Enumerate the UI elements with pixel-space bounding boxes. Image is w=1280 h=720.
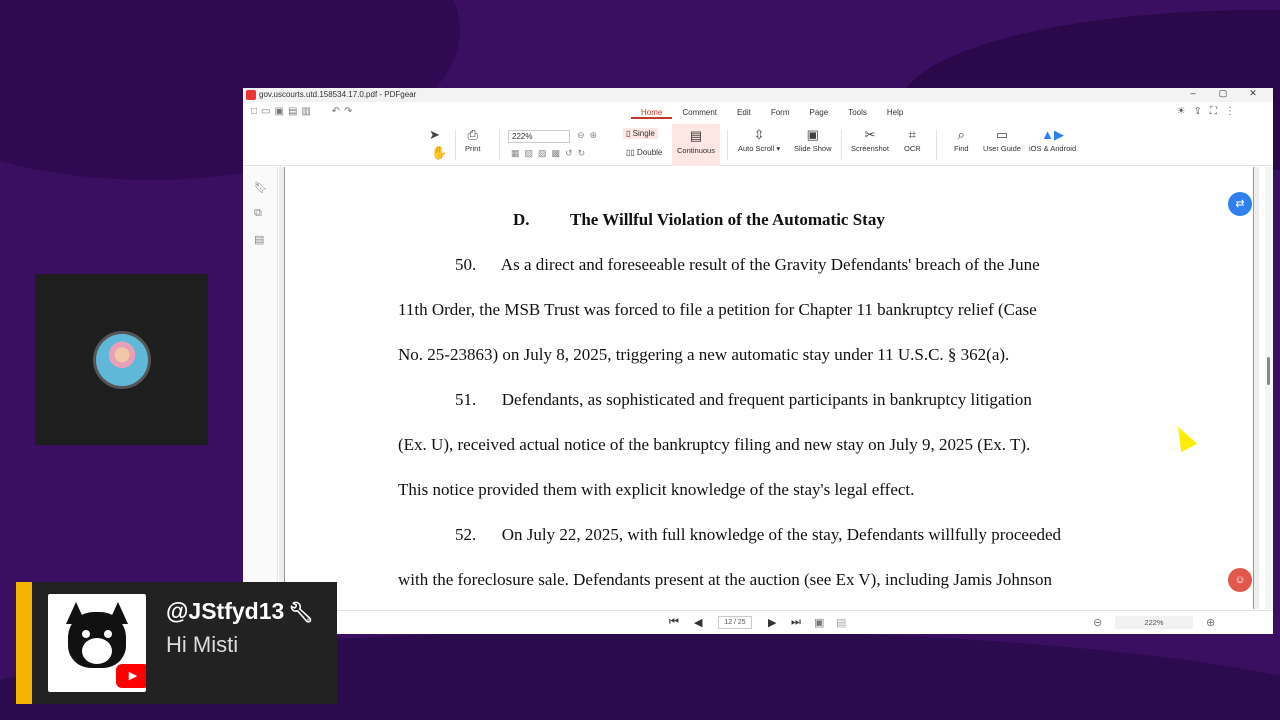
fullscreen-icon[interactable]: ⛶ xyxy=(1210,106,1225,117)
ios-android-button[interactable] xyxy=(1029,126,1076,153)
pdf-page xyxy=(284,167,1254,609)
open-folder-icon[interactable]: ▭ xyxy=(261,106,275,117)
ocr-icon: ⌗ xyxy=(908,127,916,142)
menu-edit[interactable]: Edit xyxy=(737,108,751,117)
paragraph-line: This notice provided them with explicit knowledge of the stay's legal effect. xyxy=(398,480,915,499)
scroll-thumb[interactable] xyxy=(1267,357,1270,385)
single-label: Single xyxy=(632,129,655,138)
cat-eye xyxy=(104,630,112,638)
wrench-icon: 🔧︎ xyxy=(288,602,314,624)
chat-accent-bar xyxy=(16,582,32,704)
hand-tool[interactable] xyxy=(431,144,447,162)
auto-scroll-button[interactable]: ⇳ Auto Scroll ▾ xyxy=(738,127,781,153)
ios-android-label: iOS & Android xyxy=(1029,144,1077,153)
cat-eye xyxy=(82,630,90,638)
paragraph-line: 51. Defendants, as sophisticated and frequent participants in bankruptcy litigation xyxy=(455,390,1032,409)
first-page-icon[interactable]: ⏮ xyxy=(669,616,679,628)
window-title: gov.uscourts.utd.158534.17.0.pdf - PDFgear xyxy=(259,90,417,99)
avatar xyxy=(93,331,151,389)
cat-muzzle xyxy=(82,638,112,664)
save-as-icon[interactable]: ▤ xyxy=(287,106,302,117)
youtube-icon: ▶ xyxy=(116,664,146,688)
maximize-button[interactable]: ▢ xyxy=(1218,88,1228,98)
title-bar xyxy=(243,88,1273,102)
print-quick-icon[interactable]: ▥ xyxy=(301,106,315,117)
ocr-button[interactable] xyxy=(904,126,921,153)
user-guide-button[interactable] xyxy=(983,126,1021,153)
undo-icon[interactable]: ↶ xyxy=(331,106,345,117)
printer-icon: ⎙ xyxy=(467,127,478,142)
zoom-in-status-icon[interactable]: ⊕ xyxy=(1206,617,1216,629)
menu-form[interactable]: Form xyxy=(770,108,790,117)
zoom-out-icon[interactable]: ⊖ xyxy=(577,130,590,140)
print-label: Print xyxy=(465,144,481,153)
window-extra-icons xyxy=(1177,106,1243,117)
zoom-in-icon[interactable]: ⊕ xyxy=(589,130,603,140)
page-number-input[interactable]: 12 / 25 xyxy=(718,616,752,629)
continuous-icon: ▤ xyxy=(689,128,703,143)
screenshot-label: Screenshot xyxy=(851,144,889,153)
document-viewport[interactable] xyxy=(279,167,1259,609)
continuous-label: Continuous xyxy=(677,146,715,155)
ai-assistant-button[interactable] xyxy=(1228,568,1252,592)
save-icon[interactable]: ▣ xyxy=(274,106,288,117)
next-page-icon[interactable]: ▶ xyxy=(768,617,777,629)
zoom-select[interactable]: 222% xyxy=(508,130,570,143)
auto-scroll-label: Auto Scroll xyxy=(738,144,775,153)
slide-show-icon: ▣ xyxy=(806,127,819,142)
single-view-icon[interactable]: ▣ xyxy=(814,617,825,629)
close-button[interactable]: ✕ xyxy=(1249,88,1257,98)
fit-visible-icon[interactable]: ▩ xyxy=(551,148,566,158)
app-store-icon: ▲▶ xyxy=(1041,127,1064,142)
chat-message: Hi Misti xyxy=(166,632,239,657)
thumbnails-icon[interactable]: ⧉ xyxy=(254,207,262,219)
book-icon: ▭ xyxy=(995,127,1009,142)
double-label: Double xyxy=(637,148,663,157)
minimize-button[interactable]: – xyxy=(1190,88,1196,98)
find-button[interactable] xyxy=(954,126,969,153)
scissors-icon: ✂ xyxy=(864,127,876,142)
menu-tools[interactable]: Tools xyxy=(848,108,867,117)
fit-width-icon[interactable]: ▦ xyxy=(511,148,525,158)
paragraph-line: 52. On July 22, 2025, with full knowledge of the stay, Defendants willfully proceeded xyxy=(455,525,1062,544)
chat-avatar xyxy=(48,594,146,692)
slide-show-button[interactable] xyxy=(794,126,832,153)
pdfgear-logo-icon xyxy=(246,90,256,100)
paragraph-line: No. 25-23863) on July 8, 2025, triggering a new automatic stay under 11 U.S.C. § 362(a). xyxy=(398,345,1010,364)
bookmark-icon[interactable]: 🔖︎ xyxy=(254,182,268,194)
zoom-out-status-icon[interactable]: ⊖ xyxy=(1093,617,1103,629)
continuous-button[interactable] xyxy=(672,124,720,166)
theme-icon[interactable]: ☀ xyxy=(1176,106,1194,117)
menu-bar xyxy=(631,107,913,119)
last-page-icon[interactable]: ⏭ xyxy=(791,616,801,628)
menu-comment[interactable]: Comment xyxy=(682,108,718,117)
user-guide-label: User Guide xyxy=(983,144,1021,153)
print-button[interactable] xyxy=(465,126,480,153)
fit-page-icon[interactable]: ▧ xyxy=(524,148,539,158)
chat-message-overlay xyxy=(16,582,337,704)
fit-controls xyxy=(511,148,590,159)
robot-icon: ☺ xyxy=(1234,574,1246,586)
screenshot-button[interactable] xyxy=(851,126,889,153)
menu-home[interactable]: Home xyxy=(631,107,672,119)
actual-size-icon[interactable]: ▨ xyxy=(538,148,552,158)
vertical-scrollbar[interactable] xyxy=(1265,167,1273,609)
auto-scroll-icon: ⇳ xyxy=(753,127,765,142)
single-page-button[interactable]: ▯ Single xyxy=(623,128,658,139)
paragraph-line: (Ex. U), received actual notice of the bankruptcy filing and new stay on July 9, 2025 (Ex. T). xyxy=(398,435,1031,454)
share-icon[interactable]: ⇪ xyxy=(1193,106,1210,117)
previous-page-icon[interactable]: ◀ xyxy=(694,617,703,629)
chat-username-text: @JStfyd13 xyxy=(166,598,285,624)
section-letter: D. xyxy=(513,210,530,229)
find-label: Find xyxy=(954,144,969,153)
section-heading: The Willful Violation of the Automatic Stay xyxy=(570,210,885,229)
more-icon[interactable]: ⋮ xyxy=(1225,106,1243,117)
paragraph-line: 50. As a direct and foreseeable result of the Gravity Defendants' breach of the June xyxy=(455,255,1040,274)
menu-page[interactable]: Page xyxy=(809,108,829,117)
paragraph-line: with the foreclosure sale. Defendants present at the auction (see Ex V), including Jamis Johnson xyxy=(398,570,1053,589)
status-bar xyxy=(243,610,1273,634)
select-tool[interactable] xyxy=(429,126,440,144)
quick-access-toolbar xyxy=(251,106,356,117)
pointer-icon: ➤ xyxy=(429,127,440,142)
rotate-right-icon[interactable]: ↻ xyxy=(577,148,591,158)
zoom-controls xyxy=(577,130,602,141)
webcam-tile xyxy=(35,274,208,445)
comments-icon[interactable]: ▤ xyxy=(254,234,265,246)
menu-help[interactable]: Help xyxy=(886,108,904,117)
new-file-icon[interactable]: □ xyxy=(251,106,262,117)
redo-icon[interactable]: ↷ xyxy=(344,106,357,117)
zoom-level-display[interactable]: 222% xyxy=(1115,616,1193,629)
dual-view-icon[interactable]: ▤ xyxy=(836,617,847,629)
pdfgear-window xyxy=(243,88,1273,634)
find-icon: ⌕ xyxy=(957,127,965,142)
ocr-label: OCR xyxy=(904,144,921,153)
left-sidebar xyxy=(243,167,278,609)
paragraph-line: 11th Order, the MSB Trust was forced to file a petition for Chapter 11 bankruptcy relief (Case xyxy=(398,300,1037,319)
translate-button[interactable] xyxy=(1228,192,1252,216)
translate-icon: ⇄ xyxy=(1235,198,1245,210)
double-page-button[interactable]: ▯▯ Double xyxy=(626,148,663,157)
chat-username xyxy=(166,598,314,625)
rotate-left-icon[interactable]: ↺ xyxy=(565,148,578,158)
hand-icon: ✋ xyxy=(431,145,448,160)
slide-show-label: Slide Show xyxy=(794,144,832,153)
